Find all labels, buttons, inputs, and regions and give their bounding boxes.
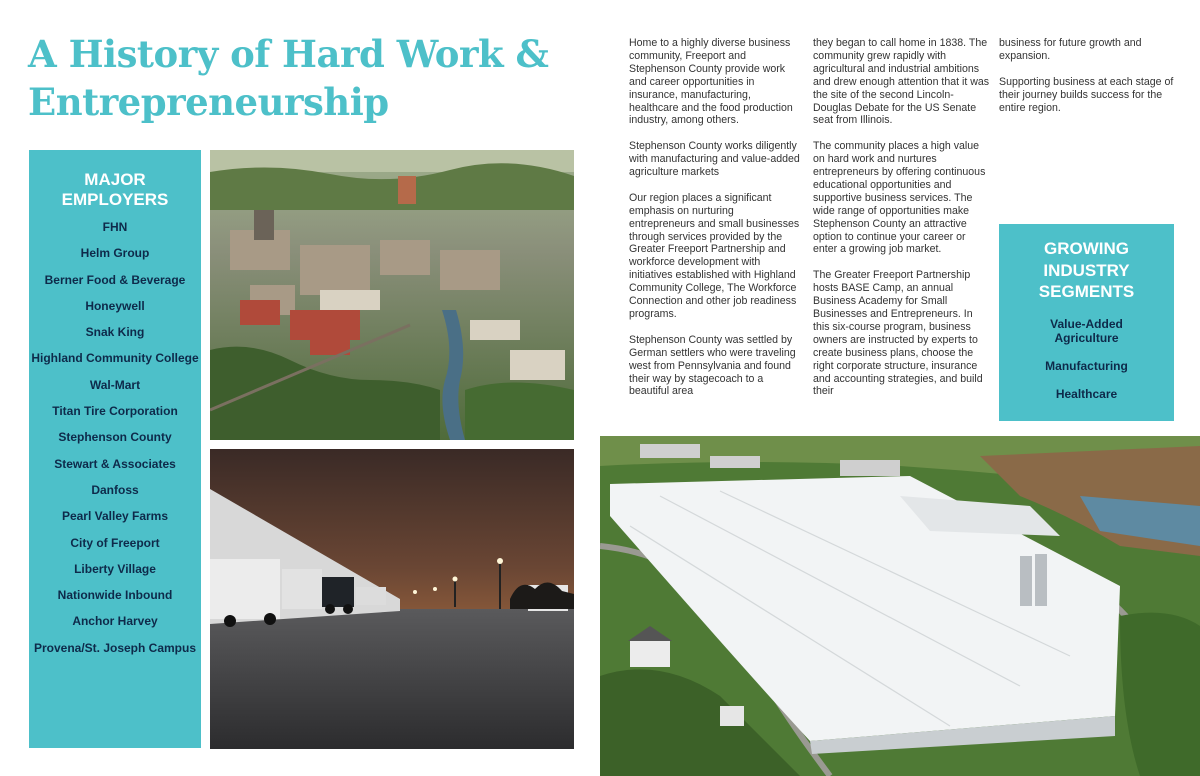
body-paragraph: Supporting business at each stage of their journey builds success for the entire region.: [999, 75, 1174, 114]
body-paragraph: they began to call home in 1838. The community grew rapidly with agricultural and industrial ambitions and drew enough attention that it was the site of the second Lincoln-Douglas Debate for the US Senate seat from Illinois.: [813, 37, 990, 127]
body-paragraph: Stephenson County works diligently with manufacturing and value-added agriculture markets: [629, 140, 800, 179]
major-employers-panel: [29, 150, 201, 748]
employer-list: [29, 220, 201, 667]
page-title: A History of Hard Work & Entrepreneurship: [28, 32, 549, 124]
employer-item: Stephenson County: [58, 430, 172, 445]
growing-industry-panel: [999, 224, 1174, 421]
major-employers-heading-text: MAJOR EMPLOYERS: [61, 170, 169, 209]
industry-segment-item: Healthcare: [1055, 386, 1118, 401]
employer-item: Provena/St. Joseph Campus: [33, 640, 197, 655]
body-column-3: [999, 37, 1175, 127]
growing-industry-heading: [999, 224, 1174, 303]
employer-item: Stewart & Associates: [54, 456, 176, 471]
employer-item: FHN: [102, 220, 128, 234]
employer-item: Berner Food & Beverage: [44, 272, 186, 287]
employer-item: Pearl Valley Farms: [61, 509, 169, 524]
body-column-2: [813, 37, 991, 411]
employer-item: Wal-Mart: [89, 377, 141, 392]
body-paragraph: Stephenson County was settled by German settlers who were traveling west from Pennsylvania and found their way by stagecoach to a beautiful area: [629, 333, 796, 398]
body-column-1: [629, 37, 801, 411]
major-employers-heading: [29, 150, 201, 210]
employer-item: Liberty Village: [74, 561, 156, 576]
industry-segment-item: Manufacturing: [1045, 358, 1128, 373]
employer-item: City of Freeport: [70, 535, 160, 550]
employer-item: Anchor Harvey: [72, 614, 158, 629]
aerial-factory-photo: [600, 436, 1200, 776]
body-paragraph: Home to a highly diverse business community, Freeport and Stephenson County provide work and career opportunities in insurance, manufacturing, healthcare and the food production industry, among others.: [629, 37, 793, 127]
employer-item: Honeywell: [85, 298, 145, 313]
employer-item: Snak King: [85, 325, 145, 340]
aerial-city-photo: [210, 150, 574, 440]
body-paragraph: The community places a high value on hard work and nurtures entrepreneurs by offering continuous educational opportunities and supportive business services. The wide range of opportunities make Stephenson County an attractive option to continue your career or enter a growing job market.: [813, 140, 986, 256]
industry-segment-list: [999, 317, 1174, 401]
employer-item: Highland Community College: [31, 351, 199, 366]
body-paragraph: Our region places a significant emphasis on nurturing entrepreneurs and small businesses through services provided by the Greater Freeport Partnership and workforce development with initiatives established with Highland Community College, The Workforce Connection and other job readiness programs.: [629, 191, 800, 320]
employer-item: Titan Tire Corporation: [52, 404, 178, 419]
growing-industry-heading-text: GROWING INDUSTRY SEGMENTS: [1038, 239, 1135, 301]
industry-segment-label: Value-Added Agriculture: [1050, 316, 1123, 345]
truck-dock-photo: [210, 449, 574, 749]
body-paragraph: The Greater Freeport Partnership hosts BASE Camp, an annual Business Academy for Small Businesses and Entrepreneurs. In this six-course program, business owners are instructed by experts to create business plans, choose the right corporate structure, insurance and accounting strategies, and build their: [813, 269, 983, 398]
body-paragraph: business for future growth and expansion.: [999, 37, 1142, 62]
employer-item: Danfoss: [91, 482, 139, 497]
employer-item: Helm Group: [80, 246, 150, 261]
industry-segment-item: [999, 317, 1174, 345]
employer-item: Nationwide Inbound: [57, 588, 173, 603]
